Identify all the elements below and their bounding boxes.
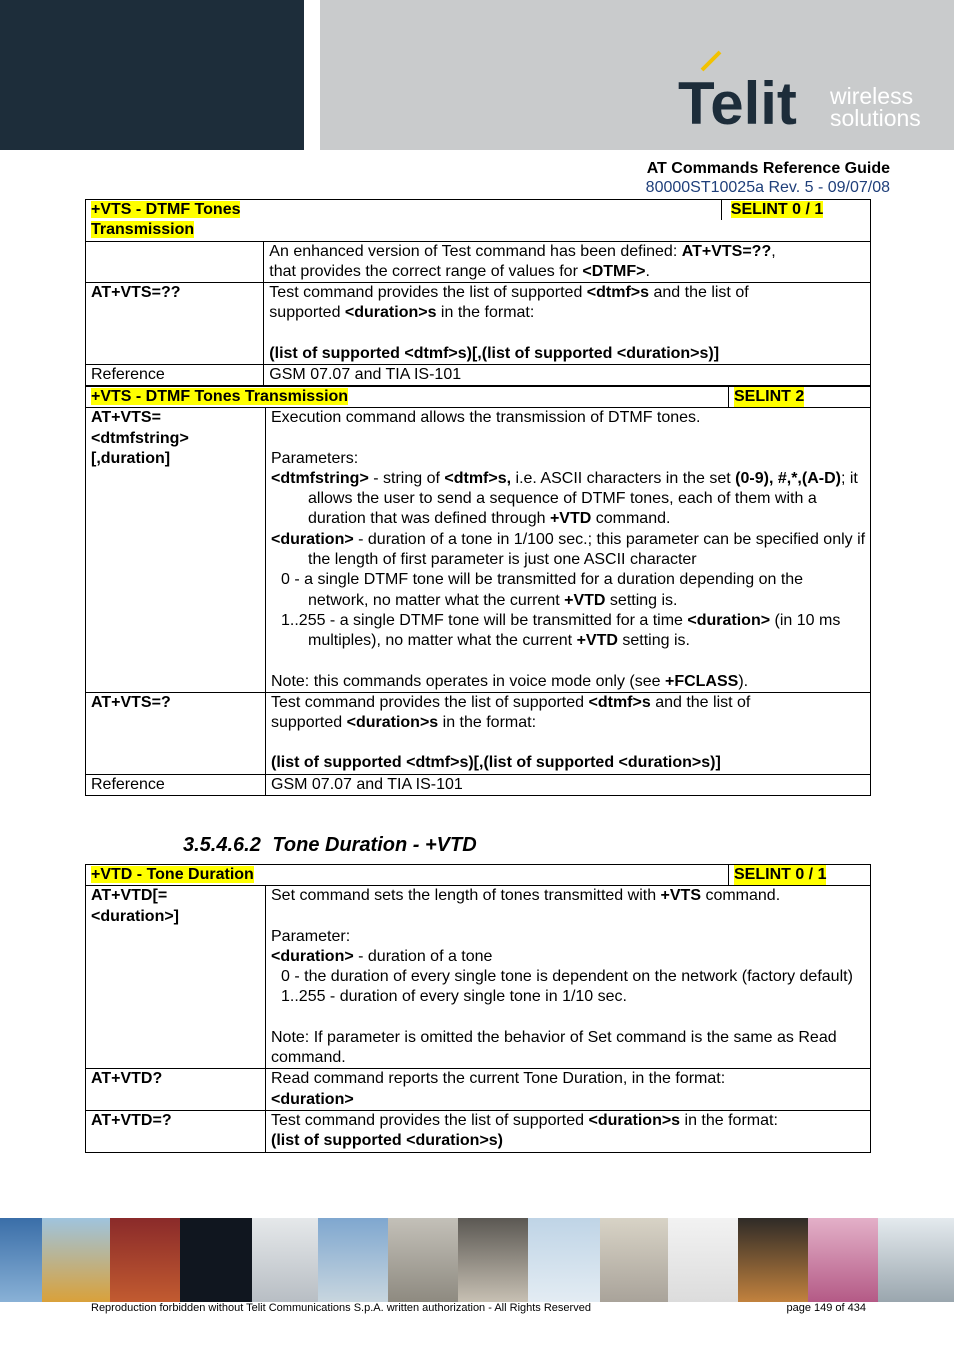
footer-photo-strip (0, 1218, 954, 1302)
reference-label: Reference (86, 774, 266, 795)
format-text: (list of supported <dtmf>s)[,(list of supported <duration>s)] (271, 754, 721, 772)
command-cell: AT+VTS= <dtmfstring> [,duration] (86, 408, 266, 693)
table-title-fill (264, 200, 871, 242)
vts-table-selint-2 (85, 386, 871, 796)
copyright-notice: Reproduction forbidden without Telit Communications S.p.A. written authorization - All Rights Reserved (91, 1302, 591, 1314)
section-heading (183, 834, 477, 857)
vts-table-selint-01 (85, 199, 871, 386)
section-number: 3.5.4.6.2 (183, 834, 261, 856)
table-title: +VTS - DTMF Tones Transmission (91, 388, 349, 405)
section-title: Tone Duration - +VTD (272, 834, 477, 856)
svg-text:Telit: Telit (678, 70, 797, 137)
format-text: (list of supported <dtmf>s)[,(list of supported <duration>s)] (269, 344, 720, 362)
svg-text:wireless: wireless (830, 83, 914, 109)
command-cell: AT+VTS=?? (86, 283, 264, 365)
page-footer (91, 1302, 866, 1314)
selint-badge: SELINT 2 (734, 387, 804, 407)
format-text: <duration> (271, 1090, 354, 1108)
header-dark-panel (0, 0, 304, 150)
description-cell: Set command sets the length of tones transmitted with +VTS command. Parameter: <duration> - duration of a tone 0 - the duration of every single tone is dependent on the network (factory default) 1..255 - duration of every single tone in 1/10 sec. Note: If parameter is omitted the behavior of Set command is the same as Read command. (266, 886, 871, 1069)
format-text: (list of supported <duration>s) (271, 1132, 504, 1150)
table-title: +VTD - Tone Duration (91, 866, 254, 883)
description-cell: Test command provides the list of supported <duration>s in the format: (list of supported <duration>s) (266, 1110, 871, 1152)
telit-logo (678, 48, 938, 138)
empty-cmd-cell (86, 241, 264, 283)
document-title-block (646, 159, 890, 197)
command-cell: AT+VTD[= <duration>] (86, 886, 266, 1069)
svg-text:solutions: solutions (830, 105, 921, 131)
command-cell: AT+VTD=? (86, 1110, 266, 1152)
description-cell: Test command provides the list of supported <dtmf>s and the list of supported <duration>s in the format: (list of supported <dtmf>s)[,(list of supported <duration>s)] (264, 283, 871, 365)
table-title-cell (86, 387, 871, 408)
description-cell: An enhanced version of Test command has been defined: AT+VTS=??, that provides the correct range of values for <DTMF>. (264, 241, 871, 283)
description-cell: Execution command allows the transmission of DTMF tones. Parameters: <dtmfstring> - string of <dtmf>s, i.e. ASCII characters in the set (0-9), #,*,(A-D); it allows the user to send a sequence of DTMF tones, each of them with a duration that was defined through +VTD command. <duration> - duration of a tone in 1/100 sec.; this parameter can be specified only if the length of first parameter is just one ASCII character 0 - a single DTMF tone will be transmitted for a duration depending on the network, no matter what the current +VTD setting is. 1..255 - a single DTMF tone will be transmitted for a time <duration> (in 10 ms multiples), no matter what the current +VTD setting is. Note: this commands operates in voice mode only (see +FCLASS). (266, 408, 871, 693)
description-cell: Read command reports the current Tone Duration, in the format: <duration> (266, 1069, 871, 1111)
reference-value: GSM 07.07 and TIA IS-101 (264, 365, 871, 386)
reference-label: Reference (86, 365, 264, 386)
vtd-table (85, 864, 871, 1153)
command-cell: AT+VTD? (86, 1069, 266, 1111)
guide-title: AT Commands Reference Guide (646, 160, 890, 177)
table-title-cell (86, 865, 871, 886)
table-title-cell (86, 200, 264, 242)
description-cell: Test command provides the list of supported <dtmf>s and the list of supported <duration>s in the format: (list of supported <dtmf>s)[,(list of supported <duration>s)] (266, 692, 871, 774)
command-cell: AT+VTS=? (86, 692, 266, 774)
selint-badge: SELINT 0 / 1 (734, 865, 826, 885)
page-number: page 149 of 434 (786, 1302, 866, 1314)
document-reference: 80000ST10025a Rev. 5 - 09/07/08 (645, 179, 890, 196)
table-title: +VTS - DTMF Tones Transmission (91, 201, 241, 239)
selint-badge: SELINT 0 / 1 (730, 201, 824, 218)
reference-value: GSM 07.07 and TIA IS-101 (266, 774, 871, 795)
